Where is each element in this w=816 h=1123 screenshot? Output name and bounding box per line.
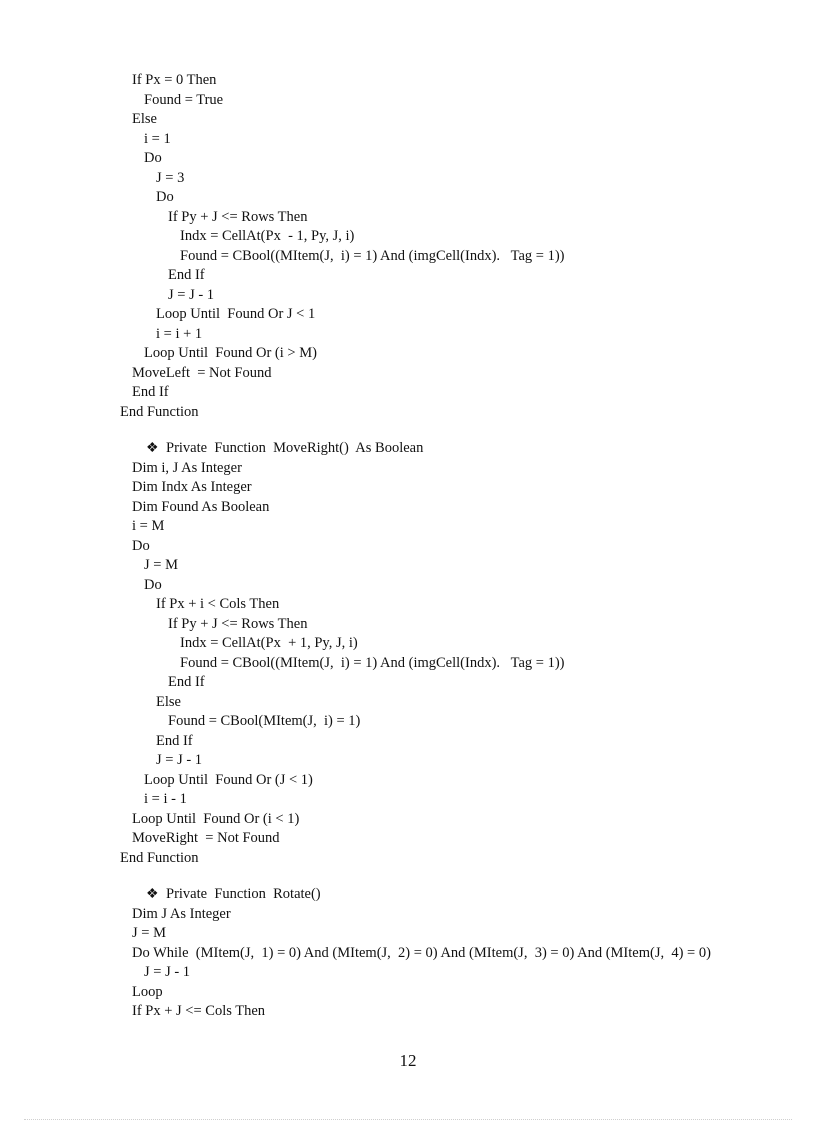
- code-line: [120, 227, 780, 247]
- page-bottom-divider: [24, 1119, 792, 1120]
- code-line: [120, 91, 780, 111]
- code-line: [120, 712, 780, 732]
- diamond-bullet-icon: ❖: [146, 441, 159, 456]
- code-line: [120, 983, 780, 1003]
- code-line-text: i = i + 1: [156, 325, 203, 342]
- function-heading-line: [120, 439, 780, 459]
- code-line-text: i = M: [132, 518, 165, 534]
- code-line-text: If Px + i < Cols Then: [156, 596, 280, 612]
- code-line: [120, 208, 780, 228]
- code-listing: [120, 71, 780, 1022]
- code-line-text: Dim Indx As Integer: [132, 479, 252, 495]
- code-line: [120, 537, 780, 557]
- code-line-text: Dim i, J As Integer: [132, 459, 242, 476]
- code-line: [120, 305, 780, 325]
- code-line-text: Loop Until Found Or (i < 1): [132, 810, 300, 827]
- code-line: [120, 905, 780, 925]
- code-line: [120, 829, 780, 849]
- code-line: [120, 654, 780, 674]
- code-line: [120, 110, 780, 130]
- code-line-text: J = 3: [156, 169, 185, 186]
- blank-line: [120, 868, 780, 885]
- code-line: [120, 771, 780, 791]
- code-line-text: Dim Found As Boolean: [132, 498, 270, 515]
- code-line-text: End If: [168, 674, 205, 690]
- code-line-text: Loop Until Found Or (J < 1): [144, 771, 313, 788]
- code-line-text: End If: [132, 384, 169, 400]
- code-line-text: i = i - 1: [144, 791, 187, 807]
- code-line-text: MoveLeft = Not Found: [132, 364, 272, 381]
- code-line: [120, 944, 780, 964]
- code-line: [120, 963, 780, 983]
- code-line: [120, 478, 780, 498]
- code-line-text: End If: [168, 267, 205, 283]
- code-line-text: End Function: [120, 403, 199, 420]
- code-line: [120, 71, 780, 91]
- code-line: [120, 266, 780, 286]
- code-line-text: J = M: [144, 557, 178, 573]
- code-line: [120, 849, 780, 869]
- code-line-text: If Px = 0 Then: [132, 72, 217, 88]
- code-line: [120, 732, 780, 752]
- code-line-text: End Function: [120, 849, 199, 866]
- code-line-text: J = J - 1: [144, 964, 191, 980]
- code-line-text: Loop Until Found Or (i > M): [144, 345, 317, 361]
- code-line-text: Do: [144, 576, 162, 593]
- code-line: [120, 595, 780, 615]
- code-line: [120, 615, 780, 635]
- code-line-text: Dim J As Integer: [132, 905, 231, 922]
- code-line: [120, 286, 780, 306]
- code-line: [120, 576, 780, 596]
- code-line: [120, 325, 780, 345]
- code-line-text: If Py + J <= Rows Then: [168, 615, 308, 632]
- function-heading-line: [120, 885, 780, 905]
- code-line-text: Else: [156, 693, 181, 710]
- code-line: [120, 247, 780, 267]
- code-line: [120, 634, 780, 654]
- code-line: [120, 344, 780, 364]
- code-line: [120, 517, 780, 537]
- code-line-text: J = M: [132, 925, 166, 941]
- code-line: [120, 459, 780, 479]
- code-line-text: Do: [144, 150, 162, 166]
- code-line-text: Indx = CellAt(Px + 1, Py, J, i): [180, 635, 358, 651]
- code-line-text: Private Function Rotate(): [166, 886, 321, 902]
- code-line-text: End If: [156, 732, 193, 749]
- code-line: [120, 693, 780, 713]
- code-line-text: Else: [132, 111, 157, 127]
- code-line-text: If Py + J <= Rows Then: [168, 208, 308, 225]
- code-line-text: J = J - 1: [168, 286, 215, 303]
- code-line: [120, 169, 780, 189]
- code-line-text: Loop Until Found Or J < 1: [156, 306, 316, 322]
- code-line-text: MoveRight = Not Found: [132, 830, 280, 846]
- code-line-text: Do: [132, 537, 150, 554]
- code-line-text: Indx = CellAt(Px - 1, Py, J, i): [180, 228, 355, 244]
- code-line: [120, 790, 780, 810]
- diamond-bullet-icon: ❖: [146, 887, 159, 902]
- code-line-text: Found = CBool((MItem(J, i) = 1) And (imgCell(Indx). Tag = 1)): [180, 654, 565, 671]
- code-line: [120, 130, 780, 150]
- code-line: [120, 673, 780, 693]
- page-number: 12: [399, 1051, 417, 1070]
- code-line-text: Private Function MoveRight() As Boolean: [166, 440, 424, 456]
- code-line: [120, 383, 780, 403]
- blank-line: [120, 422, 780, 439]
- code-line-text: Found = True: [144, 91, 224, 108]
- code-line-text: Do: [156, 189, 174, 205]
- code-line: [120, 810, 780, 830]
- code-line: [120, 1002, 780, 1022]
- code-line-text: If Px + J <= Cols Then: [132, 1003, 266, 1019]
- code-line: [120, 403, 780, 423]
- code-line: [120, 149, 780, 169]
- code-line-text: Found = CBool(MItem(J, i) = 1): [168, 713, 361, 729]
- code-line: [120, 924, 780, 944]
- code-line: [120, 751, 780, 771]
- code-line-text: Found = CBool((MItem(J, i) = 1) And (imgCell(Indx). Tag = 1)): [180, 247, 565, 264]
- code-line: [120, 364, 780, 384]
- code-line: [120, 188, 780, 208]
- code-line-text: Loop: [132, 983, 163, 1000]
- code-line-text: J = J - 1: [156, 752, 203, 768]
- code-line-text: i = 1: [144, 130, 171, 147]
- code-line: [120, 556, 780, 576]
- code-line: [120, 498, 780, 518]
- code-line-text: Do While (MItem(J, 1) = 0) And (MItem(J, 2) = 0) And (MItem(J, 3) = 0) And (MItem(J, 4) = 0): [132, 944, 711, 961]
